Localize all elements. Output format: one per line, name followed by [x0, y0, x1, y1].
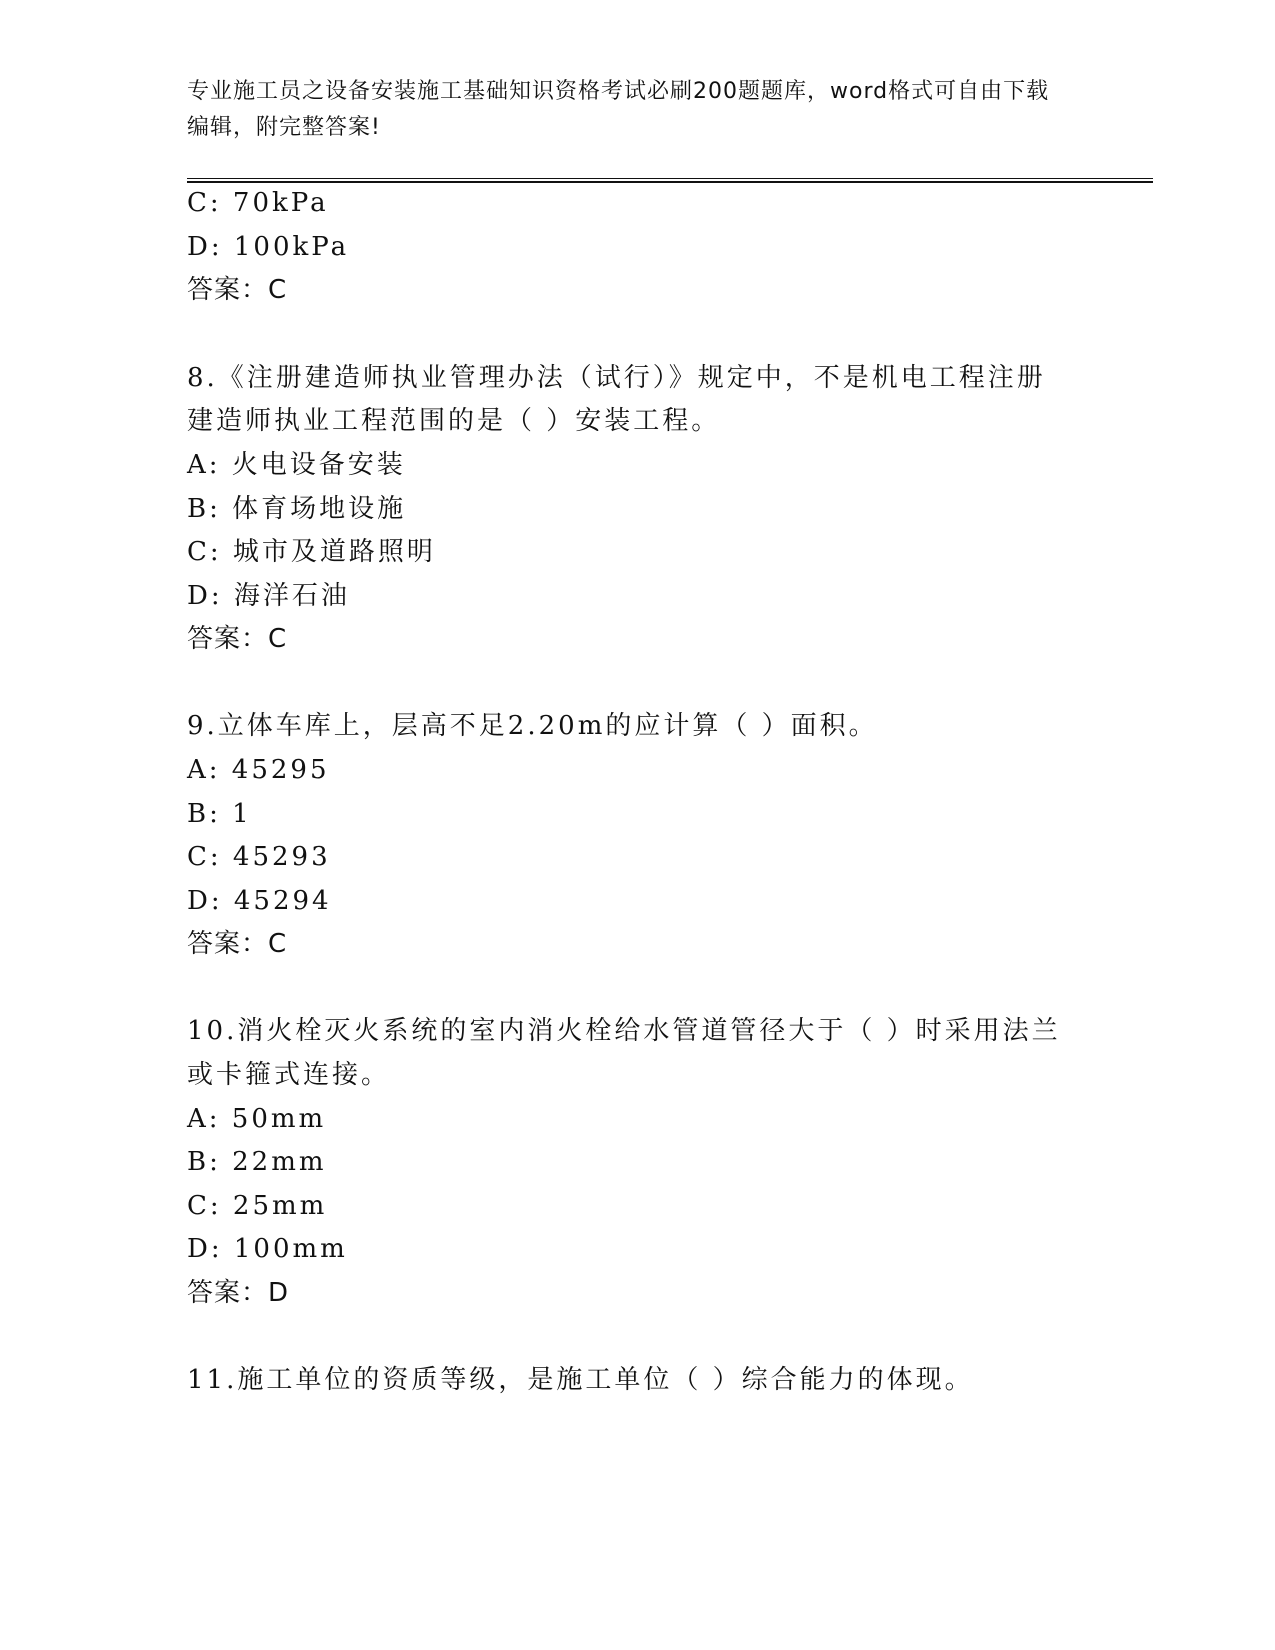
question-9-option-b: B: 1	[187, 799, 252, 829]
question-8-option-b: B: 体育场地设施	[187, 494, 407, 524]
question-9-stem: 9.立体车库上，层高不足2.20m的应计算（ ）面积。	[187, 711, 878, 741]
header-divider	[187, 178, 1153, 183]
option-d: D: 100kPa	[187, 232, 350, 262]
question-8-stem-line-2: 建造师执业工程范围的是（ ）安装工程。	[187, 406, 721, 436]
question-10-option-a: A: 50mm	[187, 1104, 327, 1134]
question-9-option-d: D: 45294	[187, 886, 332, 916]
question-9-answer: 答案：C	[187, 929, 288, 959]
question-10-option-b: B: 22mm	[187, 1147, 327, 1177]
question-10-option-d: D: 100mm	[187, 1234, 348, 1264]
question-9-option-a: A: 45295	[187, 755, 330, 785]
option-c: C: 70kPa	[187, 188, 329, 218]
question-10-stem-line-2: 或卡箍式连接。	[187, 1060, 391, 1090]
question-8-option-a: A: 火电设备安装	[187, 450, 406, 480]
question-10-answer: 答案：D	[187, 1278, 290, 1308]
question-10-stem-line-1: 10.消火栓灭火系统的室内消火栓给水管道管径大于（ ）时采用法兰	[187, 1016, 1061, 1046]
question-9-option-c: C: 45293	[187, 842, 331, 872]
answer: 答案：C	[187, 275, 288, 305]
question-8-option-c: C: 城市及道路照明	[187, 537, 436, 567]
page-header: 专业施工员之设备安装施工基础知识资格考试必刷200题题库，word格式可自由下载编辑，附完整答案!	[187, 79, 1050, 140]
question-11-stem: 11.施工单位的资质等级，是施工单位（ ）综合能力的体现。	[187, 1365, 974, 1395]
question-10-option-c: C: 25mm	[187, 1191, 328, 1221]
question-8-answer: 答案：C	[187, 624, 288, 654]
question-8-option-d: D: 海洋石油	[187, 581, 350, 611]
question-8-stem-line-1: 8.《注册建造师执业管理办法（试行）》规定中，不是机电工程注册	[187, 363, 1046, 393]
